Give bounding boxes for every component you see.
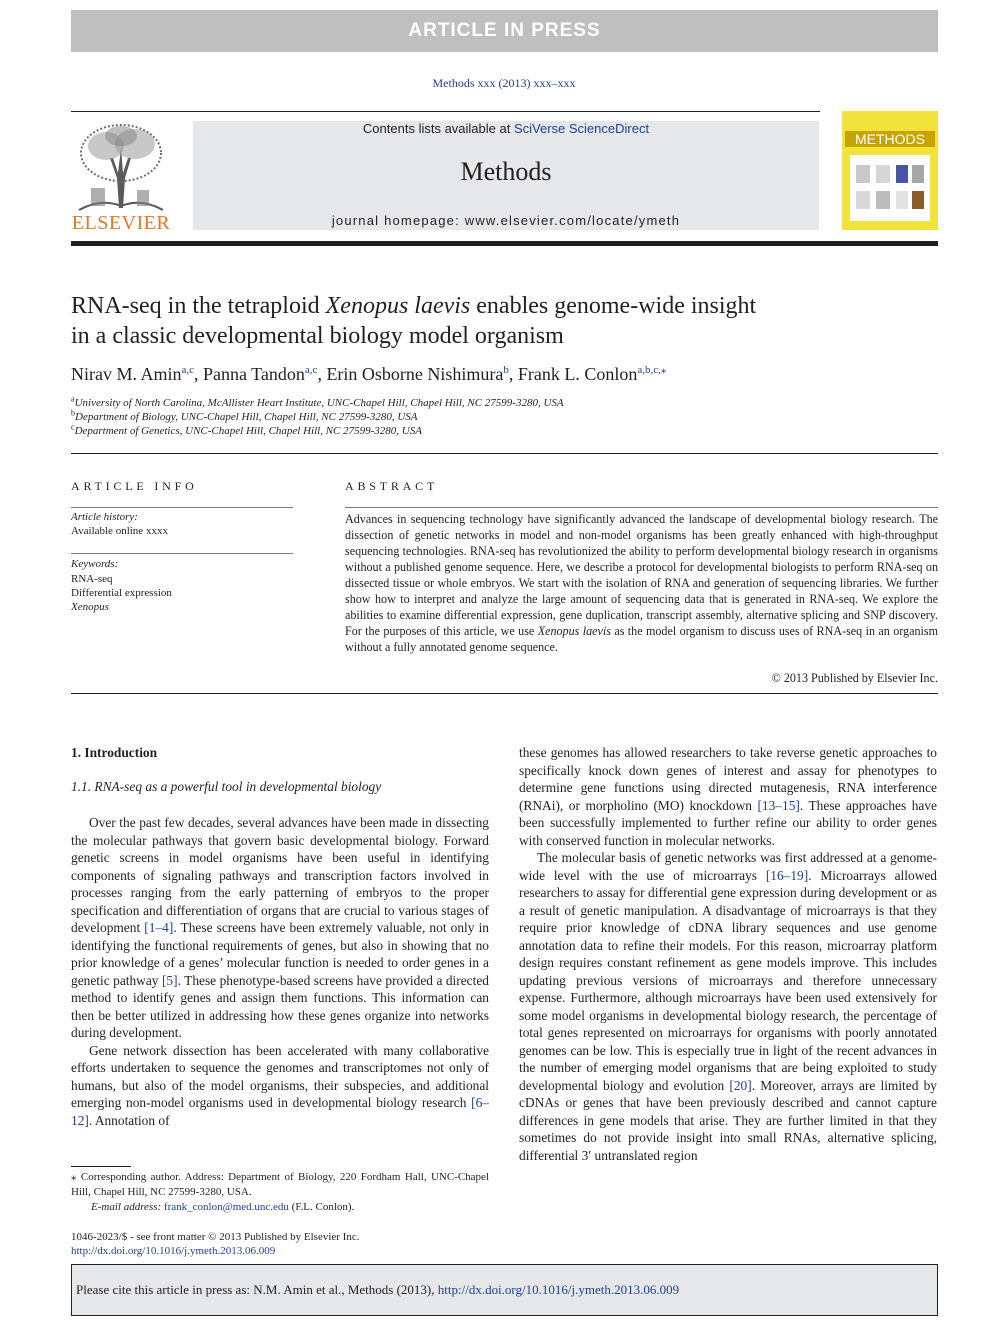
article-in-press-banner: ARTICLE IN PRESS: [71, 10, 938, 52]
paragraph: [519, 744, 937, 849]
cite-text: [76, 1282, 679, 1298]
abstract-species: Xenopus laevis: [537, 624, 611, 638]
abstract-copyright: © 2013 Published by Elsevier Inc.: [771, 671, 938, 685]
text: . These screens have been extremely valuable, not only in identifying the functional requirements of genes, but also in showing that no prior knowledge of a genes’ molecular function is needed to order genes in a genetic pathway: [71, 920, 490, 988]
section-heading: 1. Introduction: [71, 745, 158, 760]
subsection-heading: 1.1. RNA-seq as a powerful tool in developmental biology: [71, 779, 382, 794]
keywords-list: [71, 572, 172, 614]
footnote-rule: [71, 1166, 131, 1167]
issn-line: 1046-2023/$ - see front matter © 2013 Published by Elsevier Inc.: [71, 1231, 360, 1243]
affiliation-text: Department of Genetics, UNC-Chapel Hill, Chapel Hill, NC 27599-3280, USA: [74, 425, 422, 437]
keyword: Differential expression: [71, 587, 172, 599]
author-affil-sup[interactable]: b: [503, 364, 509, 376]
journal-reference[interactable]: Methods xxx (2013) xxx–xxx: [432, 76, 576, 90]
keyword: Xenopus: [71, 601, 109, 613]
title-species: Xenopus laevis: [325, 293, 471, 319]
abstract-part: Advances in sequencing technology have significantly advanced the landscape of developmental biology research. The dissection of genetic networks in model and non-model organisms has been greatly enhanced with high-throughput sequencing technologies. RNA-seq has revolutionized the ability to perform developmental biology research in organisms without a published genome sequence. Here, we describe a protocol for developmental biologists to perform RNA-seq on dissected tissue or whole embryos. We start with the isolation of RNA and generation of sequencing libraries. We further show how to interpret and analyze the large amount of sequencing data that is generated in RNA-seq. We explore the abilities to examine differential expression, gene duplication, transcript assembly, alternative splicing and SNP discovery. For the purposes of this article, we use: [345, 512, 938, 638]
text: . These approaches have been successfully implemented to further refine our ability to order genes with conserved function in molecular networks.: [519, 797, 938, 848]
cover-title: METHODS: [855, 131, 925, 147]
article-info-heading: ARTICLE INFO: [71, 479, 198, 493]
corresponding-author-footnote: [71, 1170, 489, 1215]
info-rule: [71, 553, 293, 554]
contents-line: [193, 121, 819, 136]
paragraph: [519, 849, 937, 1164]
email-suffix: (F.L. Conlon).: [288, 1201, 355, 1213]
cite-prefix: Please cite this article in press as: N.M. Amin et al., Methods (2013),: [76, 1282, 438, 1297]
author-name[interactable]: Erin Osborne Nishimura: [326, 364, 504, 384]
author-name[interactable]: Nirav M. Amin: [71, 364, 182, 384]
abstract-text: [345, 511, 938, 655]
body-column-right: [519, 744, 937, 1164]
contents-prefix: Contents lists available at: [362, 121, 514, 136]
affiliation-marker: b: [71, 408, 75, 418]
sciencedirect-link[interactable]: SciVerse ScienceDirect: [513, 121, 650, 136]
title-line-2: in a classic developmental biology model organism: [71, 323, 564, 349]
keyword: RNA-seq: [71, 573, 113, 585]
author-affil-sup[interactable]: a,c: [181, 364, 195, 376]
author-name[interactable]: Panna Tandon: [203, 364, 305, 384]
text: . Microarrays allowed researchers to assay for differential gene expression during development or as a result of genetic manipulation. A disadvantage of microarrays is that they require prior knowledge of cDNA library sequences and use genome annotation data to refine their models. For this reason, microarray platform design requires constant refinement as gene models improve. This includes updating previous versions of microarrays and therefore unnecessary expense. Furthermore, although microarrays have been used extensively for some model organisms in developmental biology research, the percentage of total genes represented on microarrays for organisms with poorly annotated genomes can be low. This is especially true in light of the recent advances in the number of emerging model organisms that are being exploited to study developmental biology and evolution: [519, 867, 937, 1093]
citation-link[interactable]: [1–4]: [144, 920, 174, 935]
citation-link[interactable]: [6–12]: [71, 1095, 489, 1128]
email-link[interactable]: frank_conlon@med.unc.edu: [163, 1201, 289, 1213]
affiliation-text: Department of Biology, UNC-Chapel Hill, Chapel Hill, NC 27599-3280, USA: [75, 411, 418, 423]
text: . These phenotype-based screens have provided a directed method to identify genes and assign them functions. This information can then be better utilized in addressing how these genes organize into networks during development.: [71, 972, 489, 1040]
author-affil-sup[interactable]: a,b,c,⁎: [637, 364, 667, 376]
article-title: [71, 291, 871, 351]
header-top-rule: [71, 111, 820, 112]
header-thick-rule: [71, 241, 938, 246]
abstract-bottom-rule: [71, 693, 938, 694]
citation-link[interactable]: [16–19]: [765, 867, 809, 883]
footnote-text: ⁎ Corresponding author. Address: Department of Biology, 220 Fordham Hall, UNC-Chapel Hill, Chapel Hill, NC 27599-3280, USA.: [71, 1171, 489, 1198]
text: . Annotation of: [88, 1112, 170, 1128]
history-label: Article history:: [71, 511, 138, 523]
doi-link[interactable]: http://dx.doi.org/10.1016/j.ymeth.2013.06.009: [71, 1245, 276, 1257]
author-affil-sup[interactable]: a,c: [304, 364, 318, 376]
email-label: E-mail address:: [91, 1201, 164, 1213]
title-part: RNA-seq in the tetraploid: [71, 293, 326, 319]
elsevier-logo: [71, 118, 171, 234]
text: these genomes has allowed researchers to take reverse genetic approaches to specifically knock down genes of interest and assay for phenotypes to determine gene functions using directed mutagenesis, RNA interference (RNAi), or morpholino (MO) knockdown: [519, 745, 937, 813]
elsevier-wordmark: ELSEVIER: [71, 212, 171, 234]
text: The molecular basis of genetic networks was first addressed at a genome-wide level with the use of microarrays: [519, 850, 937, 883]
journal-homepage[interactable]: journal homepage: www.elsevier.com/locate/ymeth: [331, 213, 681, 228]
affiliation: [71, 410, 931, 424]
citation-link[interactable]: [20]: [729, 1077, 752, 1093]
affiliation-marker: a: [71, 394, 75, 404]
affiliation: [71, 424, 931, 438]
citation-link[interactable]: [13–15]: [757, 797, 800, 813]
paragraph: [71, 814, 489, 1042]
text: . Moreover, arrays are limited by cDNAs or genes that have been previously described and cannot capture differences in gene models that arise. They are further limited in that they sometimes do not provide insight into small RNAs, alternative splicing, differential 3′ untranslated region: [519, 1077, 937, 1163]
affiliation-rule: [71, 453, 938, 454]
issn-block: [71, 1230, 489, 1258]
body-column-left: [71, 814, 489, 1129]
affiliation-marker: c: [71, 422, 75, 432]
abstract-part: as the model organism to discuss uses of RNA-seq in an organism without a fully annotated genome sequence.: [345, 624, 938, 654]
paragraph: [71, 1042, 489, 1130]
cite-doi-link[interactable]: http://dx.doi.org/10.1016/j.ymeth.2013.06.009: [437, 1282, 680, 1297]
abstract-rule: [345, 507, 938, 508]
title-part: enables genome-wide insight: [470, 293, 757, 319]
journal-name: Methods: [460, 157, 552, 186]
info-rule: [71, 507, 293, 508]
text: Gene network dissection has been accelerated with many collaborative efforts undertaken to sequence the genomes and transcriptomes not only of humans, but also of the model organisms, their subspecies, and additional emerging non-model organisms used in developmental biology research: [71, 1042, 489, 1110]
text: Over the past few decades, several advances have been made in dissecting the molecular pathways that govern basic developmental biology. Forward genetic screens in model organisms have been useful in identifying components of signaling pathways and transcription factors involved in processes ranging from the early patterning of embryos to the proper specification and differentiation of organs that are crucial to various stages of development: [71, 815, 489, 935]
author-list: Nirav M. Amin$^{a,c}$, Panna Tandon$^{a,c}$, Erin Osborne Nishimura$^b$, Frank L. Conlon$^{a,b,c,⁎}$: [71, 364, 667, 384]
journal-cover: [842, 111, 938, 230]
affiliation-text: University of North Carolina, McAllister Heart Institute, UNC-Chapel Hill, Chapel Hill, NC 27599-3280, USA: [74, 397, 564, 409]
abstract-heading: ABSTRACT: [345, 479, 439, 493]
history-text: Available online xxxx: [71, 525, 168, 537]
cover-image: [850, 155, 930, 221]
keywords-label: Keywords:: [71, 558, 119, 570]
footnote-email-line: [71, 1200, 489, 1215]
author-name[interactable]: Frank L. Conlon: [517, 364, 638, 384]
citation-link[interactable]: [5]: [161, 972, 178, 988]
affiliation: [71, 396, 931, 410]
